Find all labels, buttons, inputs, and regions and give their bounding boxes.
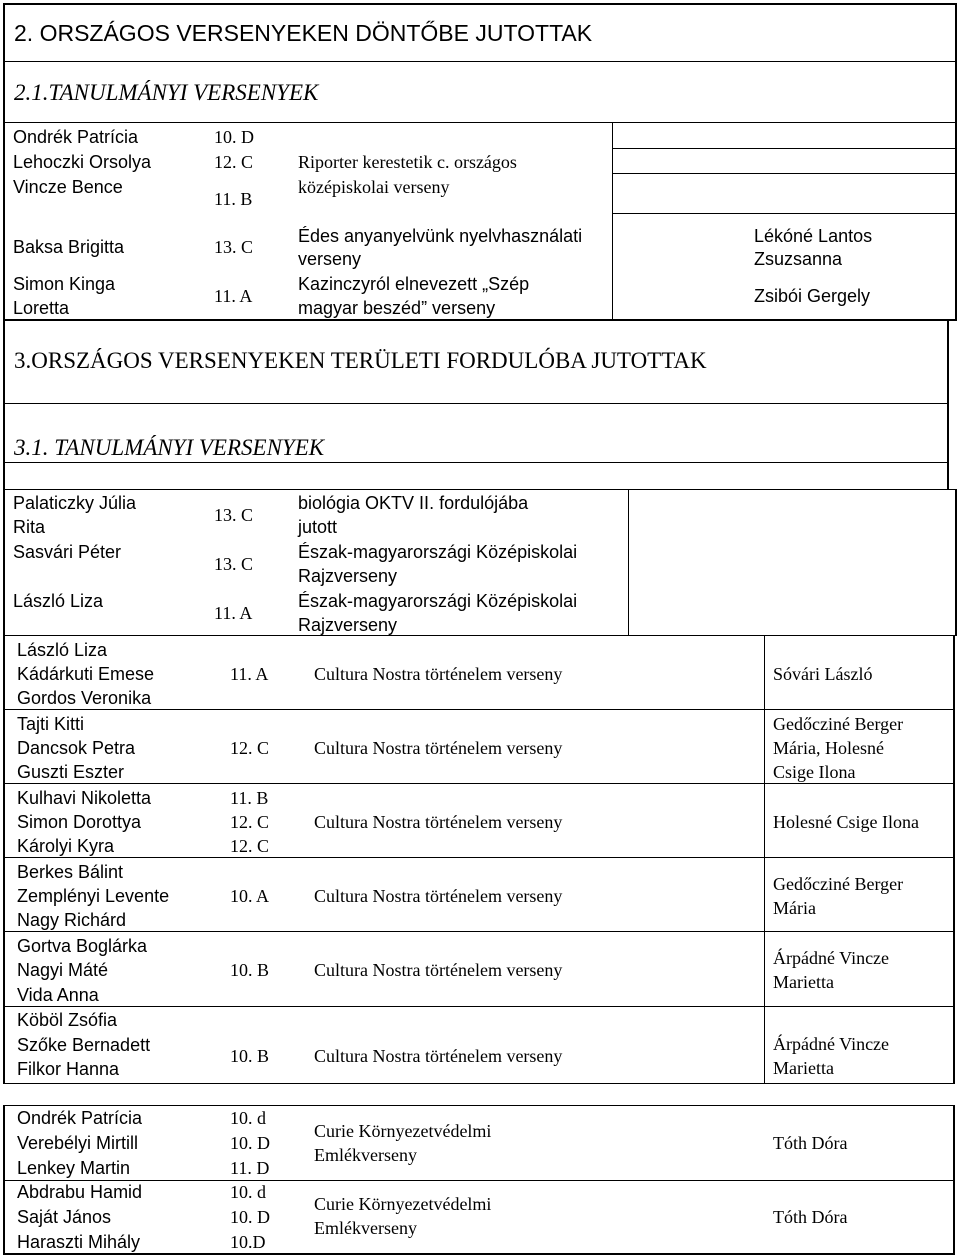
competition-name: Cultura Nostra történelem verseny — [314, 886, 563, 906]
student-name: Vincze Bence — [13, 177, 123, 197]
section2-subheading: 2.1.TANULMÁNYI VERSENYEK — [14, 80, 319, 105]
class-label: 10. D — [214, 127, 254, 147]
competition-name: Édes anyanyelvünk nyelvhasználati — [298, 226, 583, 246]
teacher-name: Csige Ilona — [773, 762, 856, 782]
student-name: Károlyi Kyra — [17, 836, 115, 856]
student-name: László Liza — [13, 591, 104, 611]
student-name: Guszti Eszter — [17, 762, 125, 782]
class-label: 12. C — [214, 152, 254, 172]
competition-name: Curie Környezetvédelmi — [314, 1121, 492, 1141]
student-name: Gordos Veronika — [17, 688, 152, 708]
class-label: 12. C — [230, 738, 270, 758]
competition-name: Cultura Nostra történelem verseny — [314, 960, 563, 980]
student-name: Verebélyi Mirtill — [17, 1133, 139, 1153]
section2-heading: 2. ORSZÁGOS VERSENYEKEN DÖNTŐBE JUTOTTAK — [14, 20, 593, 46]
class-label: 10. D — [230, 1133, 270, 1153]
competition-name: Cultura Nostra történelem verseny — [314, 812, 563, 832]
student-name: Zemplényi Levente — [17, 886, 170, 906]
competition-name-line2: Emlékverseny — [314, 1218, 417, 1238]
student-name: Filkor Hanna — [17, 1059, 120, 1079]
teacher-name: Zsibói Gergely — [754, 286, 871, 306]
competition-name: Curie Környezetvédelmi — [314, 1194, 492, 1214]
teacher-name: Marietta — [773, 972, 834, 992]
section3-subheading: 3.1. TANULMÁNYI VERSENYEK — [14, 435, 325, 460]
teacher-name-line2: Zsuzsanna — [754, 249, 843, 269]
section3-heading: 3.ORSZÁGOS VERSENYEKEN TERÜLETI FORDULÓBA JUTOTTAK — [14, 348, 707, 373]
student-name: Nagyi Máté — [17, 960, 109, 980]
student-name: Berkes Bálint — [17, 862, 124, 882]
student-name: Köböl Zsófia — [17, 1010, 118, 1030]
competition-name: Észak-magyarországi Középiskolai — [298, 591, 578, 611]
competition-name-line2: magyar beszéd” verseny — [298, 298, 496, 318]
teacher-name: Mária, Holesné — [773, 738, 884, 758]
teacher-name: Holesné Csige Ilona — [773, 812, 919, 832]
competition-name: Kazinczyról elnevezett „Szép — [298, 274, 530, 294]
teacher-name: Árpádné Vincze — [773, 948, 890, 968]
teacher-name: Tóth Dóra — [773, 1133, 848, 1153]
competition-name-line2: verseny — [298, 249, 362, 269]
class-label: 10. B — [230, 960, 270, 980]
competition-name: Észak-magyarországi Középiskolai — [298, 542, 578, 562]
competition-name: Cultura Nostra történelem verseny — [314, 1046, 563, 1066]
teacher-name: Marietta — [773, 1058, 834, 1078]
teacher-name: Árpádné Vincze — [773, 1034, 890, 1054]
student-name: Haraszti Mihály — [17, 1232, 141, 1252]
competition-name-line2: Rajzverseny — [298, 566, 398, 586]
student-name: Nagy Richárd — [17, 910, 127, 930]
student-name: Dancsok Petra — [17, 738, 136, 758]
student-name: Ondrék Patrícia — [13, 127, 139, 147]
class-label: 12. C — [230, 836, 270, 856]
student-name: Simon Dorottya — [17, 812, 142, 832]
class-label: 10. D — [230, 1207, 270, 1227]
student-name: Sasvári Péter — [13, 542, 122, 562]
student-name: Lenkey Martin — [17, 1158, 131, 1178]
student-name: Abdrabu Hamid — [17, 1182, 143, 1202]
class-label: 10. B — [230, 1046, 270, 1066]
student-name: Vida Anna — [17, 985, 99, 1005]
teacher-name: Gedőcziné Berger — [773, 714, 904, 734]
class-label: 12. C — [230, 812, 270, 832]
competition-name: biológia OKTV II. fordulójába — [298, 493, 529, 513]
student-name: Ondrék Patrícia — [17, 1108, 143, 1128]
class-label: 13. C — [214, 554, 254, 574]
student-name: Lehoczki Orsolya — [13, 152, 152, 172]
student-name: Saját János — [17, 1207, 112, 1227]
teacher-name: Sóvári László — [773, 664, 873, 684]
student-name-line2: Loretta — [13, 298, 70, 318]
student-name: László Liza — [17, 640, 108, 660]
student-name: Palaticzky Júlia — [13, 493, 137, 513]
teacher-name: Lékóné Lantos — [754, 226, 873, 246]
competition-name-line2: középiskolai verseny — [298, 177, 450, 197]
class-label: 13. C — [214, 237, 254, 257]
student-name: Szőke Bernadett — [17, 1035, 151, 1055]
class-label: 13. C — [214, 505, 254, 525]
class-label: 11. D — [230, 1158, 270, 1178]
student-name: Kádárkuti Emese — [17, 664, 155, 684]
class-label: 11. A — [214, 603, 253, 623]
competition-name: Riporter kerestetik c. országos — [298, 152, 517, 172]
teacher-name: Mária — [773, 898, 816, 918]
competition-name-line2: Rajzverseny — [298, 615, 398, 635]
class-label: 11. A — [230, 664, 269, 684]
student-name: Kulhavi Nikoletta — [17, 788, 152, 808]
competition-name: Cultura Nostra történelem verseny — [314, 664, 563, 684]
teacher-name: Gedőcziné Berger — [773, 874, 904, 894]
class-label: 10. A — [230, 886, 270, 906]
competition-name-line2: Emlékverseny — [314, 1145, 417, 1165]
class-label: 11. A — [214, 286, 253, 306]
student-name-line2: Rita — [13, 517, 46, 537]
student-name: Gortva Boglárka — [17, 936, 148, 956]
class-label: 11. B — [214, 189, 253, 209]
student-name: Tajti Kitti — [17, 714, 85, 734]
teacher-name: Tóth Dóra — [773, 1207, 848, 1227]
class-label: 11. B — [230, 788, 269, 808]
competition-name: Cultura Nostra történelem verseny — [314, 738, 563, 758]
class-label: 10. d — [230, 1108, 266, 1128]
student-name: Simon Kinga — [13, 274, 116, 294]
competition-name-line2: jutott — [298, 517, 338, 537]
class-label: 10.D — [230, 1232, 266, 1252]
student-name: Baksa Brigitta — [13, 237, 125, 257]
class-label: 10. d — [230, 1182, 266, 1202]
